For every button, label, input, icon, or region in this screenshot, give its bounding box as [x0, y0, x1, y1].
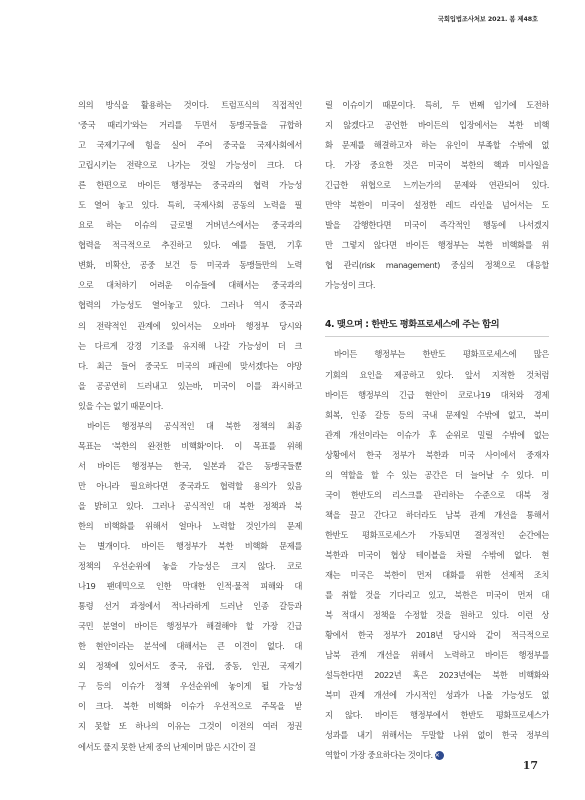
right-column-bottom-paragraph: [325, 344, 549, 765]
text-line: 협 관리(risk management) 중심의 정책으로 대응할: [325, 260, 549, 271]
text-line: 는 별개이다. 바이든 행정부가 북한 비핵화 문제를: [78, 541, 302, 552]
text-line: 북미 관계 개선에 가시적인 성과가 나올 가능성도 없: [325, 690, 549, 701]
text-line: '중국 때리기'와는 거리를 두면서 동맹국들을 규합하: [78, 120, 302, 131]
text-line: 통령 선거 과정에서 적나라하게 드러난 인종 갈등과: [78, 601, 302, 612]
heading-divider: [325, 336, 549, 337]
journal-header: 국회입법조사처보 2021. 봄 제48호: [437, 16, 538, 23]
text-line: 협력의 가능성도 열어놓고 있다. 그러나 역시 중국과: [78, 300, 302, 311]
text-line: 에서도 풀지 못한 난제 중의 난제이며 많은 시간이 걸: [78, 741, 256, 752]
text-line: 지 않다. 바이든 행정부에서 한반도 평화프로세스가: [325, 710, 549, 721]
left-text-column: [78, 95, 302, 757]
text-line: 상황에서 한국 정부가 북한과 미국 사이에서 중재자: [325, 449, 549, 460]
text-line: 변화, 비확산, 공중 보건 등 미국과 동맹들만의 노력: [78, 260, 302, 271]
right-column-top-paragraph: [325, 95, 549, 295]
text-line: 요로 하는 이슈의 글로벌 거버넌스에서는 중국과의: [78, 220, 302, 231]
text-line: 다. 최근 들어 중국도 미국의 패권에 맞서겠다는 야망: [78, 360, 302, 371]
text-line: 만약 북한이 미국이 설정한 레드 라인을 넘어서는 도: [325, 200, 549, 211]
text-line: 국민 분열이 바이든 행정부가 해결해야 할 가장 긴급: [78, 621, 302, 632]
text-line: 고 국제기구에 힘을 실어 주어 중국을 국제사회에서: [78, 140, 302, 151]
text-line: 구 등의 이슈가 정책 우선순위에 놓이게 될 가능성: [78, 681, 302, 692]
text-line: 고립시키는 전략으로 나가는 것일 가능성이 크다. 다: [78, 160, 302, 171]
text-line: 의의 방식을 활용하는 것이다. 트럼프식의 직접적인: [78, 100, 302, 110]
text-line: 지 않겠다고 공언한 바이든의 입장에서는 북한 비핵: [325, 120, 549, 131]
text-line: 관계 개선이라는 이슈가 후 순위로 밀릴 수밖에 없는: [325, 429, 549, 440]
text-line: 남북 관계 개선을 위해서 노력하고 바이든 행정부를: [325, 650, 549, 661]
text-line: 을 밝히고 있다. 그러나 공식적인 대 북한 정책과 북: [78, 500, 302, 511]
text-line: 성과를 내기 위해서는 두말할 나위 없이 한국 정부의: [325, 730, 549, 741]
text-line: 재는 미국은 북한이 먼저 대화를 위한 선제적 조치: [325, 569, 549, 580]
text-line: 정책의 우선순위에 놓을 가능성은 크지 않다. 코로: [78, 561, 302, 572]
text-line: 발을 감행한다면 미국이 즉각적인 행동에 나서겠지: [325, 220, 549, 231]
text-line: 북 적대시 정책을 수정할 것을 원하고 있다. 이런 상: [325, 610, 549, 621]
text-line: 바이든 행정부의 긴급 현안이 코로나19 대처와 경제: [325, 389, 549, 400]
text-line: 이 크다. 북한 비핵화 이슈가 우선적으로 주목을 받: [78, 701, 302, 712]
text-line: 릴 이슈이기 때문이다. 특히, 두 번째 임기에 도전하: [325, 100, 549, 110]
text-line: 설득한다면 2022년 혹은 2023년에는 북한 비핵화와: [325, 670, 549, 681]
text-line: 을 공공연히 드러내고 있는바, 미국이 이를 좌시하고: [78, 380, 302, 391]
right-text-column: [325, 95, 549, 765]
text-line: 의 전략적인 관계에 있어서는 오바마 행정부 당시와: [78, 320, 302, 331]
text-line: 있을 수는 없기 때문이다.: [78, 400, 163, 411]
text-line: 국이 한반도의 리스크를 관리하는 수준으로 대북 정: [325, 489, 549, 500]
text-line: 목표는 '북한의 완전한 비핵화'이다. 이 목표를 위해: [78, 440, 302, 451]
text-line: 북한과 미국이 협상 테이블을 차릴 수밖에 없다. 현: [325, 549, 549, 560]
text-line: 른 한편으로 바이든 행정부는 중국과의 협력 가능성: [78, 180, 302, 191]
article-end-icon: ✕: [435, 751, 444, 760]
text-line: 만 아니라 필요하다면 중국과도 협력할 용의가 있음: [78, 480, 302, 491]
text-line: 기회의 요인을 제공하고 있다. 앞서 지적한 것처럼: [325, 369, 549, 380]
text-line: 는 다르게 강경 기조를 유지해 나갈 가능성이 더 크: [78, 340, 302, 351]
text-line: 한 현안이라는 분석에 대해서는 큰 이견이 없다. 대: [78, 641, 302, 652]
text-line: 의 역할을 할 수 있는 공간은 더 늘어날 수 있다. 미: [325, 469, 549, 480]
text-line: 책을 끌고 간다고 하더라도 남북 관계 개선을 통해서: [325, 509, 549, 520]
text-line: 한의 비핵화를 위해서 얼마나 노력할 것인가의 문제: [78, 520, 302, 531]
page-number: 17: [522, 759, 538, 772]
text-line: 만 그렇지 않다면 바이든 행정부는 북한 비핵화를 위: [325, 240, 549, 251]
text-line: 협력을 적극적으로 추진하고 있다. 예를 들면, 기후: [78, 240, 302, 251]
text-line: 지 못할 또 하나의 이유는 그것이 이전의 여러 정권: [78, 721, 302, 732]
text-line: 역할이 가장 중요하다는 것이다. ✕: [325, 745, 549, 765]
text-line: 바이든 행정부는 한반도 평화프로세스에 많은: [334, 349, 549, 360]
text-line: 도 열어 놓고 있다. 특히, 국제사회 공동의 노력을 필: [78, 200, 302, 211]
text-line: 으로 대처하기 어려운 이슈들에 대해서는 중국과의: [78, 280, 302, 291]
text-line: 긴급한 위협으로 느끼는가의 문제와 연관되어 있다.: [325, 180, 549, 191]
text-line: 화 문제를 해결하고자 하는 유인이 부족할 수밖에 없: [325, 140, 549, 151]
text-line: 황에서 한국 정부가 2018년 당시와 같이 적극적으로: [325, 630, 549, 641]
text-line: 바이든 행정부의 공식적인 대 북한 정책의 최종: [87, 420, 302, 431]
text-line: 서 바이든 행정부는 한국, 일본과 같은 동맹국들뿐: [78, 460, 302, 471]
text-line: 다. 가장 중요한 것은 미국이 북한의 핵과 미사일을: [325, 160, 549, 171]
text-line: 가능성이 크다.: [325, 280, 376, 291]
text-line: 회복, 인종 갈등 등의 국내 문제일 수밖에 없고, 북미: [325, 409, 549, 420]
text-line: 나19 팬데믹으로 인한 막대한 인적·물적 피해와 대: [78, 581, 302, 592]
section-heading: 4. 맺으며 : 한반도 평화프로세스에 주는 함의: [325, 319, 500, 331]
text-line: 외 정책에 있어서도 중국, 유럽, 중동, 인권, 국제기: [78, 661, 302, 672]
paragraph-gap: [325, 295, 549, 315]
text-line: 한반도 평화프로세스가 가동되면 결정적인 순간에는: [325, 529, 549, 540]
text-line: 를 취할 것을 기다리고 있고, 북한은 미국이 먼저 대: [325, 590, 549, 601]
